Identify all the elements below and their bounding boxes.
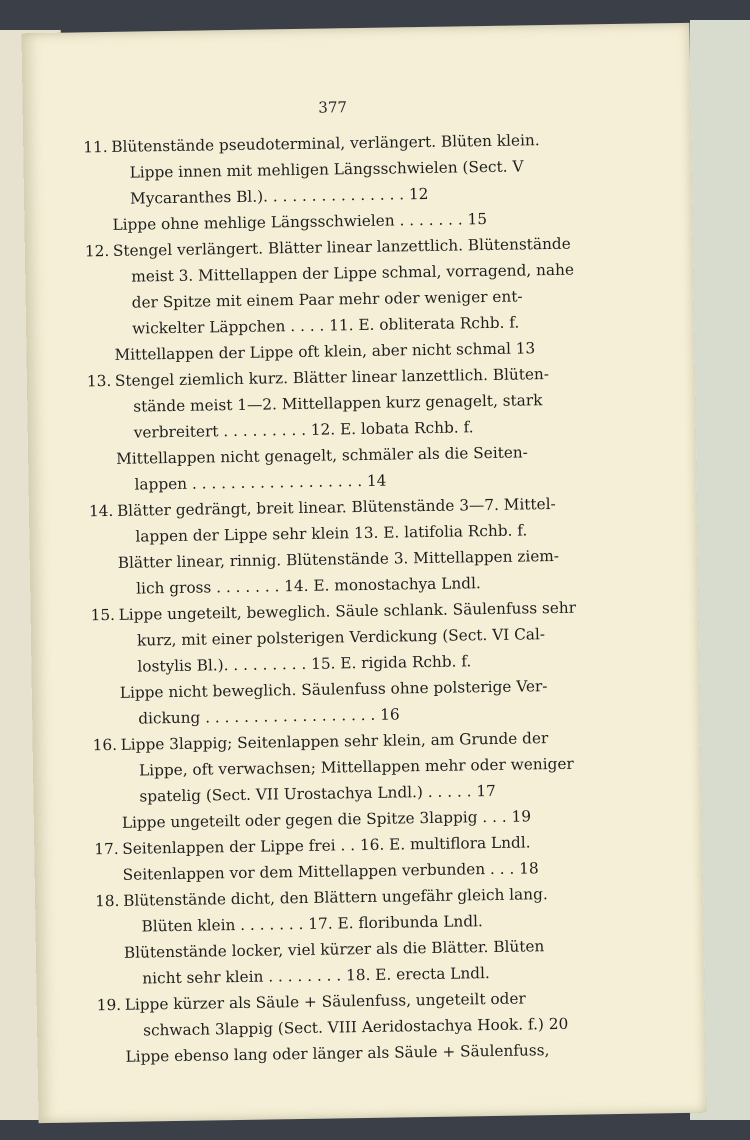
key-line: lappen der Lippe sehr klein 13. E. latifolia Rchb. f. [135,521,528,546]
key-line: kurz, mit einer polsterigen Verdickung (Sect. VI Cal- [136,625,546,650]
key-entry-15 [90,594,612,732]
key-line: Lippe ohne mehlige Längsschwielen . . . . . . . 15 [112,210,488,234]
key-line: Blütenstände locker, viel kürzer als die Blätter. Blüten [123,937,545,962]
key-line: lostylis Bl.). . . . . . . . . 15. E. rigida Rchb. f. [137,652,472,676]
entry-number: 14. [88,501,114,521]
page-number: 377 [318,98,348,117]
entry-number: 19. [96,995,122,1015]
key-entry-11 [83,126,605,238]
entry-number: 13. [86,371,112,391]
key-line: Lippe, oft verwachsen; Mittellappen mehr oder weniger [138,754,574,780]
key-line: Lippe kürzer als Säule + Säulenfuss, ungeteilt oder [124,989,526,1014]
key-line: Lippe 3lappig; Seitenlappen sehr klein, am Grunde der [120,729,549,754]
key-line: Mycaranthes Bl.). . . . . . . . . . . . . . . 12 [129,184,429,208]
key-line: Blüten klein . . . . . . . 17. E. floribunda Lndl. [141,912,483,936]
entry-number: 18. [94,891,120,911]
key-line: Lippe nicht beweglich. Säulenfuss ohne polsterige Ver- [119,677,548,702]
key-entry-17 [94,828,615,888]
key-line: Lippe ungeteilt, beweglich. Säule schlank. Säulenfuss sehr [118,598,577,624]
key-line: nicht sehr klein . . . . . . . . 18. E. erecta Lndl. [142,964,490,988]
key-line: spatelig (Sect. VII Urostachya Lndl.) . . . . . 17 [139,781,496,806]
key-entry-18 [95,880,617,992]
entry-number: 15. [90,605,116,625]
key-entry-19 [97,984,618,1070]
key-line: wickelter Läppchen . . . . 11. E. obliterata Rchb. f. [131,313,520,338]
entry-number: 11. [83,137,108,157]
key-line: Blätter gedrängt, breit linear. Blütenstände 3—7. Mittel- [116,494,556,520]
key-line: verbreitert . . . . . . . . . 12. E. lobata Rchb. f. [133,418,474,442]
key-line: Lippe ebenso lang oder länger als Säule + Säulenfuss, [125,1041,550,1066]
key-entry-13 [87,360,609,498]
key-line: schwach 3lappig (Sect. VIII Aeridostachya Hook. f.) 20 [143,1014,569,1040]
key-line: Lippe innen mit mehligen Längsschwielen (Sect. V [129,157,524,182]
key-line: dickung . . . . . . . . . . . . . . . . . . 16 [138,705,400,728]
key-entry-12 [85,230,607,368]
key-line: Seitenlappen der Lippe frei . . 16. E. multiflora Lndl. [122,833,531,858]
key-line: Lippe ungeteilt oder gegen die Spitze 3lappig . . . 19 [121,807,532,832]
key-line: Blütenstände pseudoterminal, verlängert. Blüten klein. [111,131,540,156]
entry-number: 17. [94,839,119,859]
entry-number: 12. [84,241,110,261]
key-entry-16 [92,724,614,836]
key-entry-14 [89,490,611,602]
key-line: Blätter linear, rinnig. Blütenstände 3. Mittellappen ziem- [117,546,560,572]
key-line: der Spitze mit einem Paar mehr oder weniger ent- [131,287,523,312]
entry-number: 16. [92,735,118,755]
key-line: meist 3. Mittellappen der Lippe schmal, vorragend, nahe [131,260,575,286]
book-page [21,23,706,1123]
key-line: Mittellappen nicht genagelt, schmäler als die Seiten- [116,443,529,468]
key-line: Mittellappen der Lippe oft klein, aber nicht schmal 13 [114,339,536,364]
botanical-key [83,126,618,1070]
key-line: Blütenstände dicht, den Blättern ungefähr gleich lang. [122,885,548,910]
key-line: Stengel verlängert. Blätter linear lanzettlich. Blütenstände [112,234,571,260]
key-line: Stengel ziemlich kurz. Blätter linear lanzettlich. Blüten- [114,365,550,390]
key-line: lich gross . . . . . . . 14. E. monostachya Lndl. [136,574,481,598]
key-line: stände meist 1—2. Mittellappen kurz genagelt, stark [133,391,543,416]
key-line: Seitenlappen vor dem Mittellappen verbunden . . . 18 [122,859,539,884]
key-line: lappen . . . . . . . . . . . . . . . . . . 14 [134,471,387,494]
